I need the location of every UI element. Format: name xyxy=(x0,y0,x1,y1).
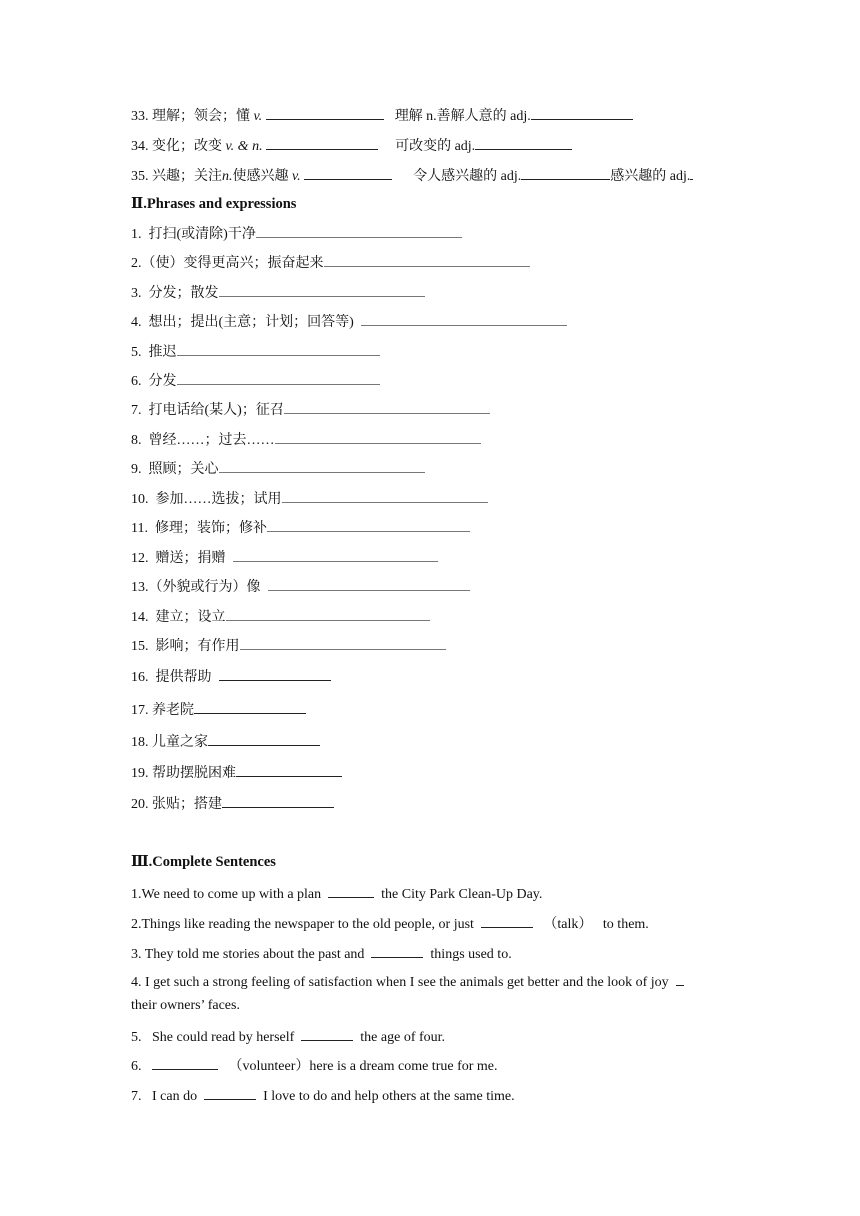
sentence-text: their owners’ faces. xyxy=(131,998,240,1013)
phrase-item xyxy=(131,282,425,303)
item-number: 10. xyxy=(131,492,149,507)
sentence-text: I can do xyxy=(152,1089,198,1104)
item-number: 7. xyxy=(131,1089,142,1104)
answer-blank[interactable] xyxy=(219,458,425,473)
answer-blank[interactable] xyxy=(208,731,320,746)
phrase-item xyxy=(131,399,490,420)
answer-blank[interactable] xyxy=(481,913,533,928)
answer-blank[interactable] xyxy=(531,105,633,120)
answer-blank[interactable] xyxy=(204,1085,256,1100)
sentence-text: 3. They told me stories about the past and xyxy=(131,947,365,962)
phrase-item xyxy=(131,223,462,244)
answer-blank[interactable] xyxy=(222,793,334,808)
answer-blank[interactable] xyxy=(301,1026,353,1041)
item-text: 变化；改变 xyxy=(152,139,222,154)
item-text: 修理；装饰；修补 xyxy=(154,521,267,536)
item-number: 16. xyxy=(131,670,149,685)
sentence-6 xyxy=(131,1055,498,1076)
item-number: 33. xyxy=(131,109,149,124)
sentence-text: She could read by herself xyxy=(152,1030,295,1045)
item-text: 打电话给(某人)；征召 xyxy=(148,403,284,418)
item-text: 理解；领会；懂 xyxy=(152,109,250,124)
phrase-item xyxy=(131,793,334,814)
phrase-item xyxy=(131,762,342,783)
item-text: 参加……选拔；试用 xyxy=(155,492,282,507)
section-heading-phrases: Ⅱ.Phrases and expressions xyxy=(131,196,297,212)
phrase-item xyxy=(131,341,380,362)
phrase-item xyxy=(131,576,470,597)
sentence-text: 4. I get such a strong feeling of satisfaction when I see the animals get better and the look of joy xyxy=(131,975,669,990)
phrase-item xyxy=(131,429,481,450)
item-number: 9. xyxy=(131,462,142,477)
phrase-item xyxy=(131,252,530,273)
vocab-row-34 xyxy=(131,135,572,156)
item-text: 令人感兴趣的 adj. xyxy=(413,169,522,184)
item-number: 14. xyxy=(131,610,149,625)
sentence-text: （volunteer）here is a dream come true for me. xyxy=(228,1059,498,1074)
vocab-row-33 xyxy=(131,105,633,126)
phrase-item xyxy=(131,458,425,479)
item-number: 4. xyxy=(131,315,142,330)
item-number: 12. xyxy=(131,551,149,566)
item-text: 兴趣；关注 xyxy=(152,169,222,184)
item-number: 19. xyxy=(131,766,149,781)
item-number: 8. xyxy=(131,433,142,448)
sentence-3 xyxy=(131,943,512,964)
answer-blank[interactable] xyxy=(226,606,430,621)
phrase-item xyxy=(131,517,470,538)
answer-blank[interactable] xyxy=(282,488,488,503)
answer-blank[interactable] xyxy=(267,517,470,532)
answer-blank[interactable] xyxy=(266,105,384,120)
phrase-item xyxy=(131,699,306,720)
answer-blank[interactable] xyxy=(284,399,490,414)
item-text: 想出；提出(主意；计划；回答等) xyxy=(148,315,354,330)
answer-blank[interactable] xyxy=(219,666,331,681)
phrase-item xyxy=(131,370,380,391)
item-text: 养老院 xyxy=(152,703,194,718)
sentence-text: the City Park Clean-Up Day. xyxy=(381,887,543,902)
answer-blank[interactable] xyxy=(268,576,470,591)
item-number: 1. xyxy=(131,227,142,242)
sentence-text: 1.We need to come up with a plan xyxy=(131,887,322,902)
answer-blank[interactable] xyxy=(304,165,392,180)
answer-blank[interactable] xyxy=(328,883,374,898)
item-number: 11. xyxy=(131,521,148,536)
item-number: 13. xyxy=(131,580,149,595)
phrase-item xyxy=(131,635,446,656)
item-text: 可改变的 adj. xyxy=(395,139,476,154)
answer-blank[interactable] xyxy=(324,252,530,267)
answer-blank[interactable] xyxy=(152,1055,218,1070)
vocab-row-35 xyxy=(131,165,693,186)
answer-blank[interactable] xyxy=(233,547,438,562)
sentence-text: to them. xyxy=(602,917,649,932)
item-number: 17. xyxy=(131,703,149,718)
answer-blank[interactable] xyxy=(676,971,684,986)
answer-blank[interactable] xyxy=(177,341,380,356)
phrase-item xyxy=(131,731,320,752)
sentence-2 xyxy=(131,913,649,934)
sentence-1 xyxy=(131,883,542,904)
item-number: 34. xyxy=(131,139,149,154)
phrase-item xyxy=(131,547,438,568)
item-text: 建立；设立 xyxy=(155,610,226,625)
sentence-text: 2.Things like reading the newspaper to the old people, or just xyxy=(131,917,474,932)
item-text: 感兴趣的 adj. xyxy=(610,169,691,184)
phrase-item xyxy=(131,311,567,332)
answer-blank[interactable] xyxy=(266,135,378,150)
item-text: 曾经……；过去…… xyxy=(148,433,275,448)
phrase-item xyxy=(131,488,488,509)
part-of-speech: n. xyxy=(222,169,233,184)
item-text: 张贴；搭建 xyxy=(152,797,222,812)
part-of-speech: v. xyxy=(253,109,263,124)
sentence-5 xyxy=(131,1026,445,1047)
item-number: 3. xyxy=(131,286,142,301)
item-number: 20. xyxy=(131,797,149,812)
answer-blank[interactable] xyxy=(275,429,481,444)
item-text: 分发；散发 xyxy=(148,286,219,301)
section-heading-sentences: Ⅲ.Complete Sentences xyxy=(131,854,276,870)
sentence-text: the age of four. xyxy=(360,1030,446,1045)
answer-blank[interactable] xyxy=(177,370,380,385)
item-number: 35. xyxy=(131,169,149,184)
item-number: 18. xyxy=(131,735,149,750)
item-text: 儿童之家 xyxy=(152,735,208,750)
answer-blank[interactable] xyxy=(371,943,423,958)
hint-word: （talk） xyxy=(543,917,593,932)
sentence-4 xyxy=(131,971,684,992)
item-number: 5. xyxy=(131,1030,142,1045)
item-text: （外貌或行为）像 xyxy=(148,580,261,595)
part-of-speech: v. & n. xyxy=(225,139,263,154)
item-text: 分发 xyxy=(148,374,177,389)
item-text: 使感兴趣 xyxy=(232,169,289,184)
item-number: 6. xyxy=(131,374,142,389)
answer-blank[interactable] xyxy=(361,311,567,326)
answer-blank[interactable] xyxy=(521,165,610,180)
answer-blank[interactable] xyxy=(219,282,425,297)
item-number: 2. xyxy=(131,256,142,271)
item-text: 提供帮助 xyxy=(155,670,212,685)
item-text: 赠送；捐赠 xyxy=(155,551,226,566)
item-text: 理解 n.善解人意的 adj. xyxy=(394,109,531,124)
answer-blank[interactable] xyxy=(194,699,306,714)
phrase-item xyxy=(131,606,430,627)
item-text: 打扫(或清除)干净 xyxy=(148,227,256,242)
sentence-4-continued xyxy=(131,997,240,1015)
answer-blank[interactable] xyxy=(256,223,462,238)
item-number: 6. xyxy=(131,1059,142,1074)
phrase-item xyxy=(131,666,331,687)
item-text: 帮助摆脱困难 xyxy=(152,766,236,781)
item-number: 7. xyxy=(131,403,142,418)
sentence-text: things used to. xyxy=(430,947,512,962)
part-of-speech: v. xyxy=(292,169,301,184)
answer-blank[interactable] xyxy=(475,135,572,150)
item-text: 照顾；关心 xyxy=(148,462,219,477)
answer-blank[interactable] xyxy=(690,165,693,180)
item-number: 5. xyxy=(131,345,142,360)
item-text: 影响；有作用 xyxy=(155,639,240,654)
item-text: 推迟 xyxy=(148,345,177,360)
item-number: 15. xyxy=(131,639,149,654)
sentence-text: I love to do and help others at the same time. xyxy=(263,1089,515,1104)
sentence-7 xyxy=(131,1085,515,1106)
answer-blank[interactable] xyxy=(236,762,342,777)
item-text: （使）变得更高兴；振奋起来 xyxy=(141,256,324,271)
answer-blank[interactable] xyxy=(240,635,446,650)
